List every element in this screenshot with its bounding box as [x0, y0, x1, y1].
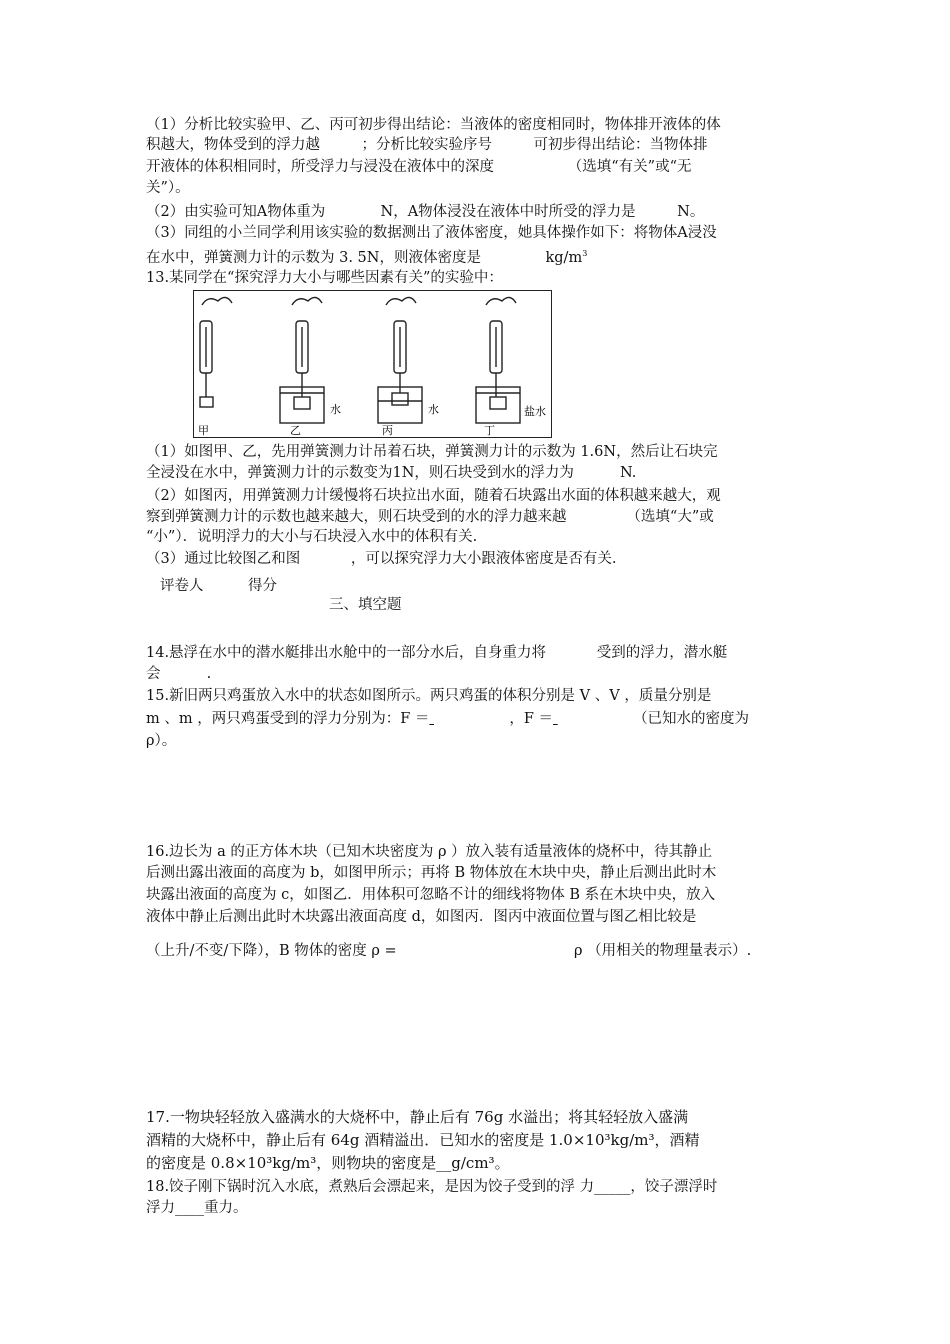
q16-line-2: 后测出露出液面的高度为 b，如图甲所示；再将 B 物体放在木块中央，静止后测出此时木: [146, 865, 717, 881]
section-title: 三、填空题: [329, 597, 402, 613]
q15-line-2-a: m 、m ，两只鸡蛋受到的浮力分别为：F ＝: [146, 711, 430, 727]
spring-scale-figure: [193, 290, 552, 438]
grader-score: 得分: [248, 578, 277, 594]
q12-line-1: （1）分析比较实验甲、乙、丙可初步得出结论：当液体的密度相同时，物体排开液体的体: [146, 117, 721, 133]
q13-line-4: 察到弹簧测力计的示数也越来越大，则石块受到的水的浮力越来越 （选填“大”或: [146, 509, 714, 525]
spring-scale-diagram: [194, 291, 551, 437]
unit-superscript: 3: [582, 249, 588, 258]
q12-line-4: 关”）。: [146, 180, 190, 196]
q13-title: 13.某同学在“探究浮力大小与哪些因素有关”的实验中：: [146, 270, 503, 286]
q14-line-2: 会 .: [146, 666, 212, 682]
q15-line-1: 15.新旧两只鸡蛋放入水中的状态如图所示。两只鸡蛋的体积分别是 V 、V ，质量分别是: [146, 688, 712, 704]
q17-line-3: 的密度是 0.8×10³kg/m³，则物块的密度是__g/cm³。: [146, 1154, 510, 1172]
q16-line-5a: （上升/不变/下降），B 物体的密度 ρ =: [146, 943, 397, 959]
q17-line-2: 酒精的大烧杯中，静止后有 64g 酒精溢出．已知水的密度是 1.0×10³kg/m³，酒精: [146, 1131, 700, 1149]
q12-line-2: 积越大，物体受到的浮力越 ；分析比较实验序号 可初步得出结论：当物体排: [146, 137, 708, 153]
q15-line-2-c: （已知水的密度为: [633, 711, 750, 727]
figure-label-bing: 丙: [382, 424, 393, 437]
q15-line-2: [146, 709, 749, 729]
q18-line-1: 18.饺子刚下锅时沉入水底，煮熟后会漂起来，是因为饺子受到的浮 力_____，饺子漂浮时: [146, 1179, 718, 1195]
q12-line-6: （3）同组的小兰同学利用该实验的数据测出了液体密度，她具体操作如下：将物体A浸没: [146, 225, 717, 241]
q12-line-3: 开液体的体积相同时，所受浮力与浸没在液体中的深度 （选填“有关”或“无: [146, 159, 692, 175]
q12-line-5: （2）由实验可知A物体重为 N，A物体浸没在液体中时所受的浮力是 N。: [146, 204, 705, 220]
q16-line-5b: ρ （用相关的物理量表示）.: [574, 943, 752, 959]
liquid-label-water-1: 水: [330, 403, 341, 416]
q16-line-4: 液体中静止后测出此时木块露出液面高度 d，如图丙．图丙中液面位置与图乙相比较是: [146, 909, 697, 925]
q15-line-3: ρ）。: [146, 733, 177, 749]
liquid-label-saltwater: 盐水: [524, 405, 546, 418]
q16-line-3: 块露出液面的高度为 c，如图乙．用体积可忽略不计的细线将物体 B 系在木块中央，放入: [146, 887, 716, 903]
q13-line-3: （2）如图丙，用弹簧测力计缓慢将石块拉出水面，随着石块露出水面的体积越来越大，观: [146, 488, 721, 504]
q13-line-5: “小”）．说明浮力的大小与石块浸入水中的体积有关.: [146, 529, 478, 545]
figure-label-yi: 乙: [290, 424, 301, 437]
grader-reviewer: 评卷人: [160, 578, 204, 594]
q15-line-2-b: ，F ＝: [509, 711, 554, 727]
figure-label-ding: 丁: [484, 424, 495, 437]
q13-line-6: （3）通过比较图乙和图 ，可以探究浮力大小跟液体密度是否有关.: [146, 551, 617, 567]
q13-line-1: （1）如图甲、乙，先用弹簧测力计吊着石块，弹簧测力计的示数为 1.6N，然后让石块完: [146, 444, 718, 460]
q16-line-1: 16.边长为 a 的正方体木块（已知木块密度为 ρ ）放入装有适量液体的烧杯中，待其静止: [146, 844, 713, 860]
hand-icon: [202, 297, 232, 305]
answer-blank-fb[interactable]: [553, 709, 633, 729]
q14-line-1: 14.悬浮在水中的潜水艇排出水舱中的一部分水后，自身重力将 受到的浮力，潜水艇: [146, 645, 728, 661]
figure-label-jia: 甲: [198, 424, 209, 437]
q12-line-7: [146, 244, 587, 268]
answer-blank-fa[interactable]: [429, 709, 509, 729]
q18-line-2: 浮力____重力。: [146, 1200, 248, 1216]
q12-line-7-text: 在水中，弹簧测力计的示数为 3. 5N，则液体密度是 kg/m: [146, 249, 583, 266]
liquid-label-water-2: 水: [428, 403, 439, 416]
q17-line-1: 17.一物块轻轻放入盛满水的大烧杯中，静止后有 76g 水溢出；将其轻轻放入盛满: [146, 1108, 689, 1126]
q13-line-2: 全浸没在水中，弹簧测力计的示数变为1N，则石块受到水的浮力为 N.: [146, 465, 637, 481]
